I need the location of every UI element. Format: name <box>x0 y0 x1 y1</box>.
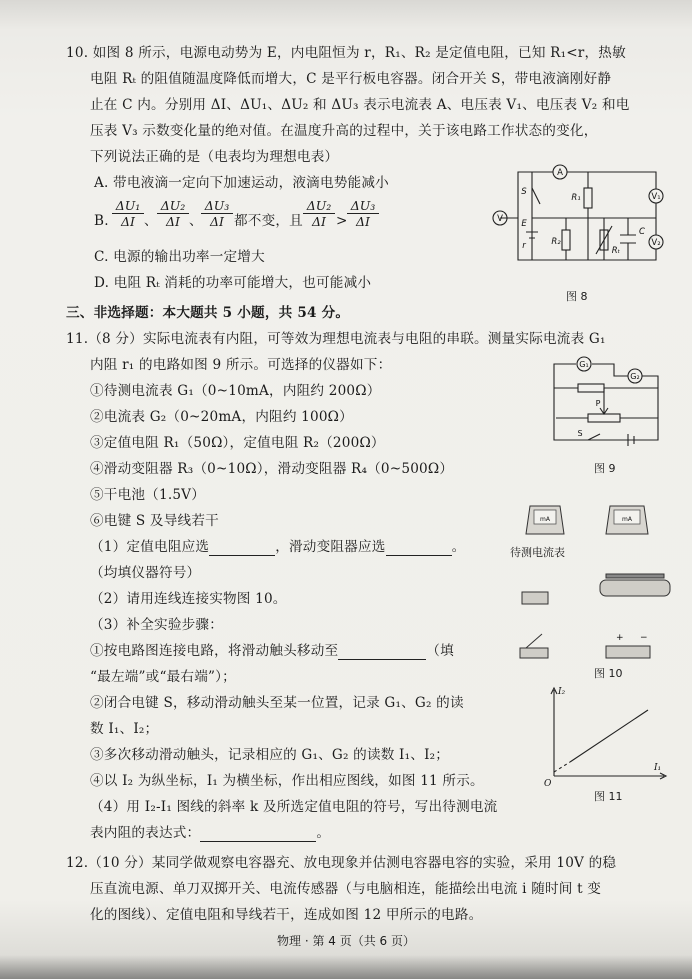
q11-sub-1-text-a: （1）定值电阻应选 <box>90 539 210 555</box>
emf-label: E <box>521 219 527 229</box>
q12-line-3: 化的图线）、定值电阻和导线若干，连成如图 12 甲所示的电路。 <box>90 907 483 923</box>
answer-blank-resistor[interactable] <box>209 555 275 556</box>
q11-item-2: ②电流表 G₂（0~20mA，内阻约 100Ω） <box>90 409 353 425</box>
q11-line-2: 内阻 r₁ 的电路如图 9 所示。可选择的仪器如下： <box>90 357 392 373</box>
q11-item-1: ①待测电流表 G₁（0~10mA，内阻约 200Ω） <box>90 383 381 399</box>
y-axis-label: I₂ <box>558 687 566 697</box>
q11-sub-3: （3）补全实验步骤： <box>90 617 223 633</box>
q11-sub-4-cont <box>90 824 330 842</box>
figure-9-caption: 图 9 <box>594 462 616 475</box>
separator: 、 <box>189 213 203 229</box>
q12-line-2: 压直流电源、单刀双掷开关、电流传感器（与电脑相连，能描绘出电流 i 随时间 t 变 <box>90 881 602 897</box>
q11-step-2: ②闭合电键 S，移动滑动触头至某一位置，记录 G₁、G₂ 的读 <box>90 695 464 711</box>
ammeter-label: A <box>557 168 563 178</box>
q10-line-4: 压表 V₃ 示数变化量的绝对值。在温度升高的过程中，关于该电路工作状态的变化， <box>90 123 598 139</box>
battery-minus: − <box>640 633 648 643</box>
q11-step-4: ④以 I₂ 为纵坐标，I₁ 为横坐标，作出相应图线，如图 11 所示。 <box>90 773 484 789</box>
fraction-numerator: ΔU₂ <box>157 198 189 214</box>
q11-step-3: ③多次移动滑动触头，记录相应的 G₁、G₂ 的读数 I₁、I₂； <box>90 747 450 763</box>
rt-label: Rₜ <box>611 246 621 256</box>
fraction-du3-di-compare <box>347 198 379 229</box>
q11-item-6: ⑥电键 S 及导线若干 <box>90 513 219 529</box>
q11-sub-1-text-c: 。 <box>451 539 466 555</box>
r1-label: R₁ <box>571 193 581 203</box>
q11-step-1-cont: “最左端”或“最右端”）； <box>90 669 236 685</box>
q11-step-1-text-b: （填 <box>426 643 454 659</box>
q11-item-4: ④滑动变阻器 R₃（0~10Ω），滑动变阻器 R₄（0~500Ω） <box>90 461 454 477</box>
q10-line-2: 电阻 Rₜ 的阻值随温度降低而增大，C 是平行板电容器。闭合开关 S，带电液滴刚好静 <box>90 71 612 87</box>
fraction-du2-di-compare <box>303 198 335 229</box>
switch-label: S <box>521 187 527 197</box>
meter-caption: 待测电流表 <box>510 546 565 559</box>
fraction-du2-di <box>157 198 189 229</box>
separator: 、 <box>144 213 158 229</box>
g1-label: G₁ <box>579 360 589 369</box>
meter-2-unit: mA <box>622 516 632 523</box>
fraction-du1-di <box>112 198 144 229</box>
figure-10-apparatus <box>516 570 676 670</box>
q11-sub-4-text-c: 。 <box>316 825 331 841</box>
fraction-numerator: ΔU₂ <box>303 198 335 214</box>
switch-s-label: S <box>577 429 583 438</box>
q11-sub-1-note: （均填仪器符号） <box>90 565 201 581</box>
fraction-numerator: ΔU₃ <box>347 198 379 214</box>
voltmeter-v2-label: V₂ <box>651 238 661 248</box>
battery-plus: + <box>616 633 624 643</box>
q11-sub-1-text-b: ，滑动变阻器应选 <box>275 539 386 555</box>
answer-blank-position[interactable] <box>338 659 426 660</box>
r2-label: R₂ <box>551 237 561 247</box>
slider-p-label: P <box>595 399 601 408</box>
meter-1-unit: mA <box>540 516 550 523</box>
q11-sub-4: （4）用 I₂-I₁ 图线的斜率 k 及所选定值电阻的符号，写出待测电流 <box>90 799 498 815</box>
figure-10-meters <box>510 500 670 560</box>
capacitor-label: C <box>639 227 645 237</box>
q11-item-3: ③定值电阻 R₁（50Ω），定值电阻 R₂（200Ω） <box>90 435 385 451</box>
fraction-denominator: ΔI <box>166 214 180 229</box>
fraction-denominator: ΔI <box>356 214 370 229</box>
fraction-numerator: ΔU₁ <box>112 198 144 214</box>
figure-8-circuit <box>488 160 668 290</box>
page-footer: 物理 · 第 4 页（共 6 页） <box>277 934 415 948</box>
q11-line-1: 11.（8 分）实际电流表有内阻，可等效为理想电流表与电阻的串联。测量实际电流表 G₁ <box>66 331 606 347</box>
voltmeter-v-label: V <box>497 214 503 224</box>
fraction-denominator: ΔI <box>312 214 326 229</box>
q10-option-a: A. 带电液滴一定向下加速运动，液滴电势能减小 <box>94 175 389 191</box>
q10-line-5: 下列说法正确的是（电表均为理想电表） <box>90 149 339 165</box>
q11-sub-1 <box>90 538 465 556</box>
scan-shadow <box>0 955 692 979</box>
q11-step-2-cont: 数 I₁、I₂； <box>90 721 159 737</box>
figure-9-circuit <box>548 356 664 456</box>
g2-label: G₂ <box>630 372 640 381</box>
q12-line-1: 12.（10 分）某同学做观察电容器充、放电现象并估测电容器电容的实验，采用 10V 的稳 <box>66 855 617 871</box>
figure-8-caption: 图 8 <box>566 290 588 303</box>
q10-option-c: C. 电源的输出功率一定增大 <box>94 249 265 265</box>
q10-line-1: 10. 如图 8 所示，电源电动势为 E，内电阻恒为 r，R₁、R₂ 是定值电阻，已知 R₁<r，热敏 <box>66 45 626 61</box>
q11-step-1-text-a: ①按电路图连接电路，将滑动触头移动至 <box>90 643 339 659</box>
q10-option-b-label: B. <box>94 213 109 229</box>
figure-11-graph <box>540 686 670 789</box>
figure-11-caption: 图 11 <box>594 790 623 803</box>
q11-sub-4-text-b: 表内阻的表达式： <box>90 825 201 841</box>
figure-10-caption: 图 10 <box>594 667 623 680</box>
q11-sub-2: （2）请用连线连接实物图 10。 <box>90 591 287 607</box>
q10-option-b-mid: 都不变，且 <box>234 213 303 229</box>
q11-step-1 <box>90 642 454 660</box>
origin-label: O <box>544 779 552 789</box>
fraction-denominator: ΔI <box>210 214 224 229</box>
voltmeter-v1-label: V₁ <box>651 192 661 202</box>
q10-option-d: D. 电阻 Rₜ 消耗的功率可能增大，也可能减小 <box>94 275 372 291</box>
internal-r-label: r <box>522 241 526 251</box>
q11-item-5: ⑤干电池（1.5V） <box>90 487 205 503</box>
answer-blank-rheostat[interactable] <box>386 555 452 556</box>
fraction-denominator: ΔI <box>121 214 135 229</box>
q10-line-3: 止在 C 内。分别用 ΔI、ΔU₁、ΔU₂ 和 ΔU₃ 表示电流表 A、电压表 V₁、电压表 V₂ 和电 <box>90 97 630 113</box>
greater-than: > <box>336 213 348 229</box>
answer-blank-expression[interactable] <box>200 841 316 842</box>
fraction-numerator: ΔU₃ <box>201 198 233 214</box>
fraction-du3-di <box>201 198 233 229</box>
section-3-heading: 三、非选择题：本大题共 5 小题，共 54 分。 <box>66 305 350 321</box>
x-axis-label: I₁ <box>654 763 662 773</box>
